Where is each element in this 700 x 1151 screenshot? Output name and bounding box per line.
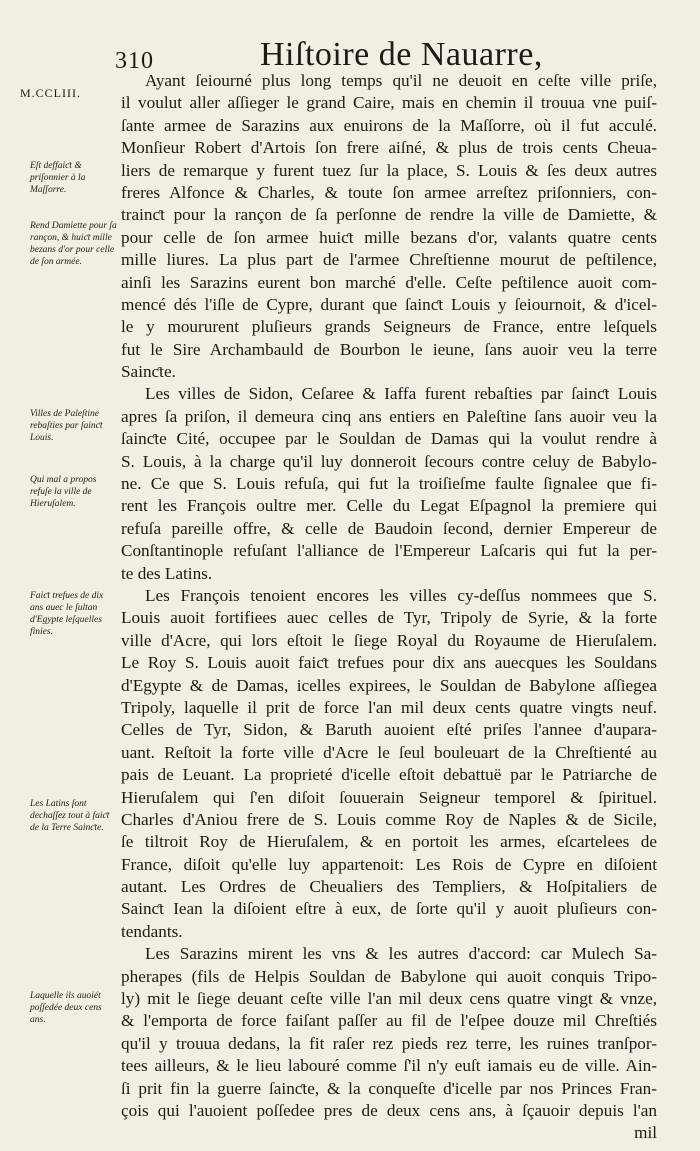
text-line: S. Louis, à la charge qu'il luy donneroit ſecours contre celuy de Babylo-: [121, 451, 657, 471]
text-line: Les François tenoient encores les villes cy-deſſus nommees que S.: [145, 585, 657, 605]
text-line: ſi prit fin la guerre ſainƈte, & la conqueſte d'icelle par nos Princes Fran-: [121, 1078, 657, 1098]
text-line: Sainƈt Iean la diſoient eſtre à eux, de ſorte qu'il y auoit pluſieurs con-: [121, 899, 657, 919]
page-number: 310: [115, 48, 154, 74]
text-line: liers de remarque y furent tuez ſur la place, S. Louis & ſes deux autres: [121, 160, 657, 180]
text-line: d'Egypte & de Damas, icelles expirees, le Souldan de Babylone aſſiegea: [121, 675, 657, 695]
text-line: Monſieur Robert d'Artois ſon frere aiſné, & plus de trois cents Cheua-: [121, 138, 657, 158]
text-line: ſante armee de Sarazins aux enuirons de la Maſſorre, où il fut acculé.: [121, 115, 657, 135]
text-line: tendants.: [121, 921, 183, 941]
text-line: refuſa pareille offre, & celle de Baudoin ſecond, dernier Empereur de: [121, 518, 657, 538]
running-title: Hiſtoire de Nauarre,: [260, 36, 543, 73]
text-line: Celles de Tyr, Sidon, & Baruth auoient eſté priſes l'annee d'aupara-: [121, 720, 657, 740]
text-line: çois qui l'auoient poſſedee pres de deux cens ans, à ſçauoir depuis l'an: [121, 1100, 657, 1120]
text-line: autant. Les Ordres de Cheualiers des Templiers, & Hoſpitaliers de: [121, 877, 657, 897]
text-line: tees ailleurs, & le lieu labouré comme ſ'il n'y euſt iamais eu de ville. Ain-: [121, 1056, 657, 1076]
text-line: ainſi les Sarazins eurent bon marché d'elle. Ceſte peſtilence auoit com-: [121, 272, 657, 292]
sidenote-damiette: Rend Damiette pour ſa rançon, & huiƈt mille bezans d'or pour celle de ſon armée.: [30, 221, 117, 267]
text-line: Les villes de Sidon, Ceſaree & Iaffa furent rebaſties par ſainƈt Louis: [145, 384, 657, 404]
text-line: Louis auoit fortifiees auec celles de Tyr, Tripoly de Syrie, & la forte: [121, 608, 657, 628]
sidenote-possedee: Laquelle ils auoiét poſſedée deux cens ans.: [30, 991, 102, 1025]
text-line: qu'il y trouua dedans, la fit raſer rez pieds rez terre, les ruines tranſpor-: [121, 1033, 657, 1053]
text-line: Charles d'Aniou frere de S. Louis comme Roy de Naples & de Sicile,: [121, 809, 657, 829]
sidenote-massorre: Eſt deffaiƈt & priſonnier à la Maſſorre.: [30, 161, 86, 195]
text-line: Ayant ſeiourné plus long temps qu'il ne deuoit en ceſte ville priſe,: [145, 71, 657, 90]
text-line: rent les François oultre mer. Celle du Legat Eſpagnol la premiere qui: [121, 496, 657, 516]
sidenote-latins: Les Latins ſont dechaſſez tout à faiƈt de la Terre Sainƈte.: [30, 799, 110, 833]
text-line: Le Roy S. Louis auoit faiƈt trefues pour dix ans auecques les Souldans: [121, 653, 657, 673]
text-line: te des Latins.: [121, 563, 213, 583]
sidenote-hierusalem: Qui mal a propos refuſe la ville de Hieruſalem.: [30, 475, 97, 509]
text-line: ſainƈte Cité, occupee par le Souldan de Damas qui la voulut rendre à: [121, 429, 657, 449]
text-line: Tripoly, laquelle il prit de force l'an mil deux cents quatre vingts neuf.: [121, 697, 657, 717]
sidenote-trefues: Faiƈt trefues de dix ans auec le ſultan d'Egypte leſquelles finies.: [30, 591, 104, 637]
text-line: France, diſoit qu'elle luy appartenoit: Les Rois de Cypre en diſoient: [121, 854, 657, 874]
text-line: mille liures. La plus part de l'armee Chreſtienne mourut de peſtilence,: [121, 250, 657, 270]
text-line: ne. Ce que S. Louis refuſa, qui fut la troiſieſme faulte ſignalee que fi-: [121, 474, 657, 494]
text-line: pherapes (fils de Helpis Souldan de Babylone qui auoit conquis Tripo-: [121, 966, 657, 986]
text-line: pour celle de ſon armee huiƈt mille bezans d'or, valants quatre cents: [121, 227, 657, 247]
text-line: apres ſa priſon, il demeura cinq ans entiers en Paleſtine ſans auoir veu la: [121, 406, 657, 426]
sidenote-paleſtine: Villes de Paleſtine rebaſties par ſainƈt Louis.: [30, 409, 103, 443]
body-text: [121, 70, 657, 1145]
text-line: le y moururent pluſieurs grands Seigneurs de France, entre leſquels: [121, 317, 657, 337]
text-line: Conſtantinople refuſant l'alliance de l'Empereur Laſcaris qui fut la per-: [121, 541, 657, 561]
text-line: pais de Leuant. La proprieté d'icelle eſtoit debattuë par le Patriarche de: [121, 765, 657, 785]
text-line: ly) mit le ſiege deuant ceſte ville l'an mil deux cens quatre vingt & vnze,: [121, 989, 657, 1009]
text-line: ville d'Acre, qui lors eſtoit le ſiege Royal du Royaume de Hieruſalem.: [121, 630, 657, 650]
text-line: freres Alfonce & Charles, & toute ſon armee arreſtez priſonniers, con-: [121, 182, 657, 202]
text-line: uant. Reſtoit la forte ville d'Acre le ſeul bouleuart de la Chreſtienté au: [121, 742, 657, 762]
catchword: mil: [634, 1123, 657, 1143]
margin-year: M.CCLIII.: [20, 86, 81, 100]
text-line: trainƈt pour la rançon de ſa perſonne de rendre la ville de Damiette, &: [121, 205, 657, 225]
text-line: fut le Sire Archambauld de Bourbon le ieune, ſans auoir veu la terre: [121, 339, 657, 359]
text-line: il voulut aller aſſieger le grand Caire, mais en chemin il trouua vne puiſ-: [121, 93, 657, 113]
text-line: Hieruſalem qui ſ'en diſoit ſouuerain Seigneur temporel & ſpirituel.: [121, 787, 657, 807]
text-line: ſe tiltroit Roy de Hieruſalem, & en portoit les armes, eſcartelees de: [121, 832, 657, 852]
text-line: Sainƈte.: [121, 362, 176, 382]
text-line: Les Sarazins mirent les vns & les autres d'accord: car Mulech Sa-: [145, 944, 657, 964]
text-line: mencé dés l'iſle de Cypre, durant que ſainƈt Louis y ſeiournoit, & d'icel-: [121, 294, 657, 314]
text-line: & l'emporta de force faiſant paſſer au fil de l'eſpee douze mil Chreſtiés: [121, 1011, 657, 1031]
